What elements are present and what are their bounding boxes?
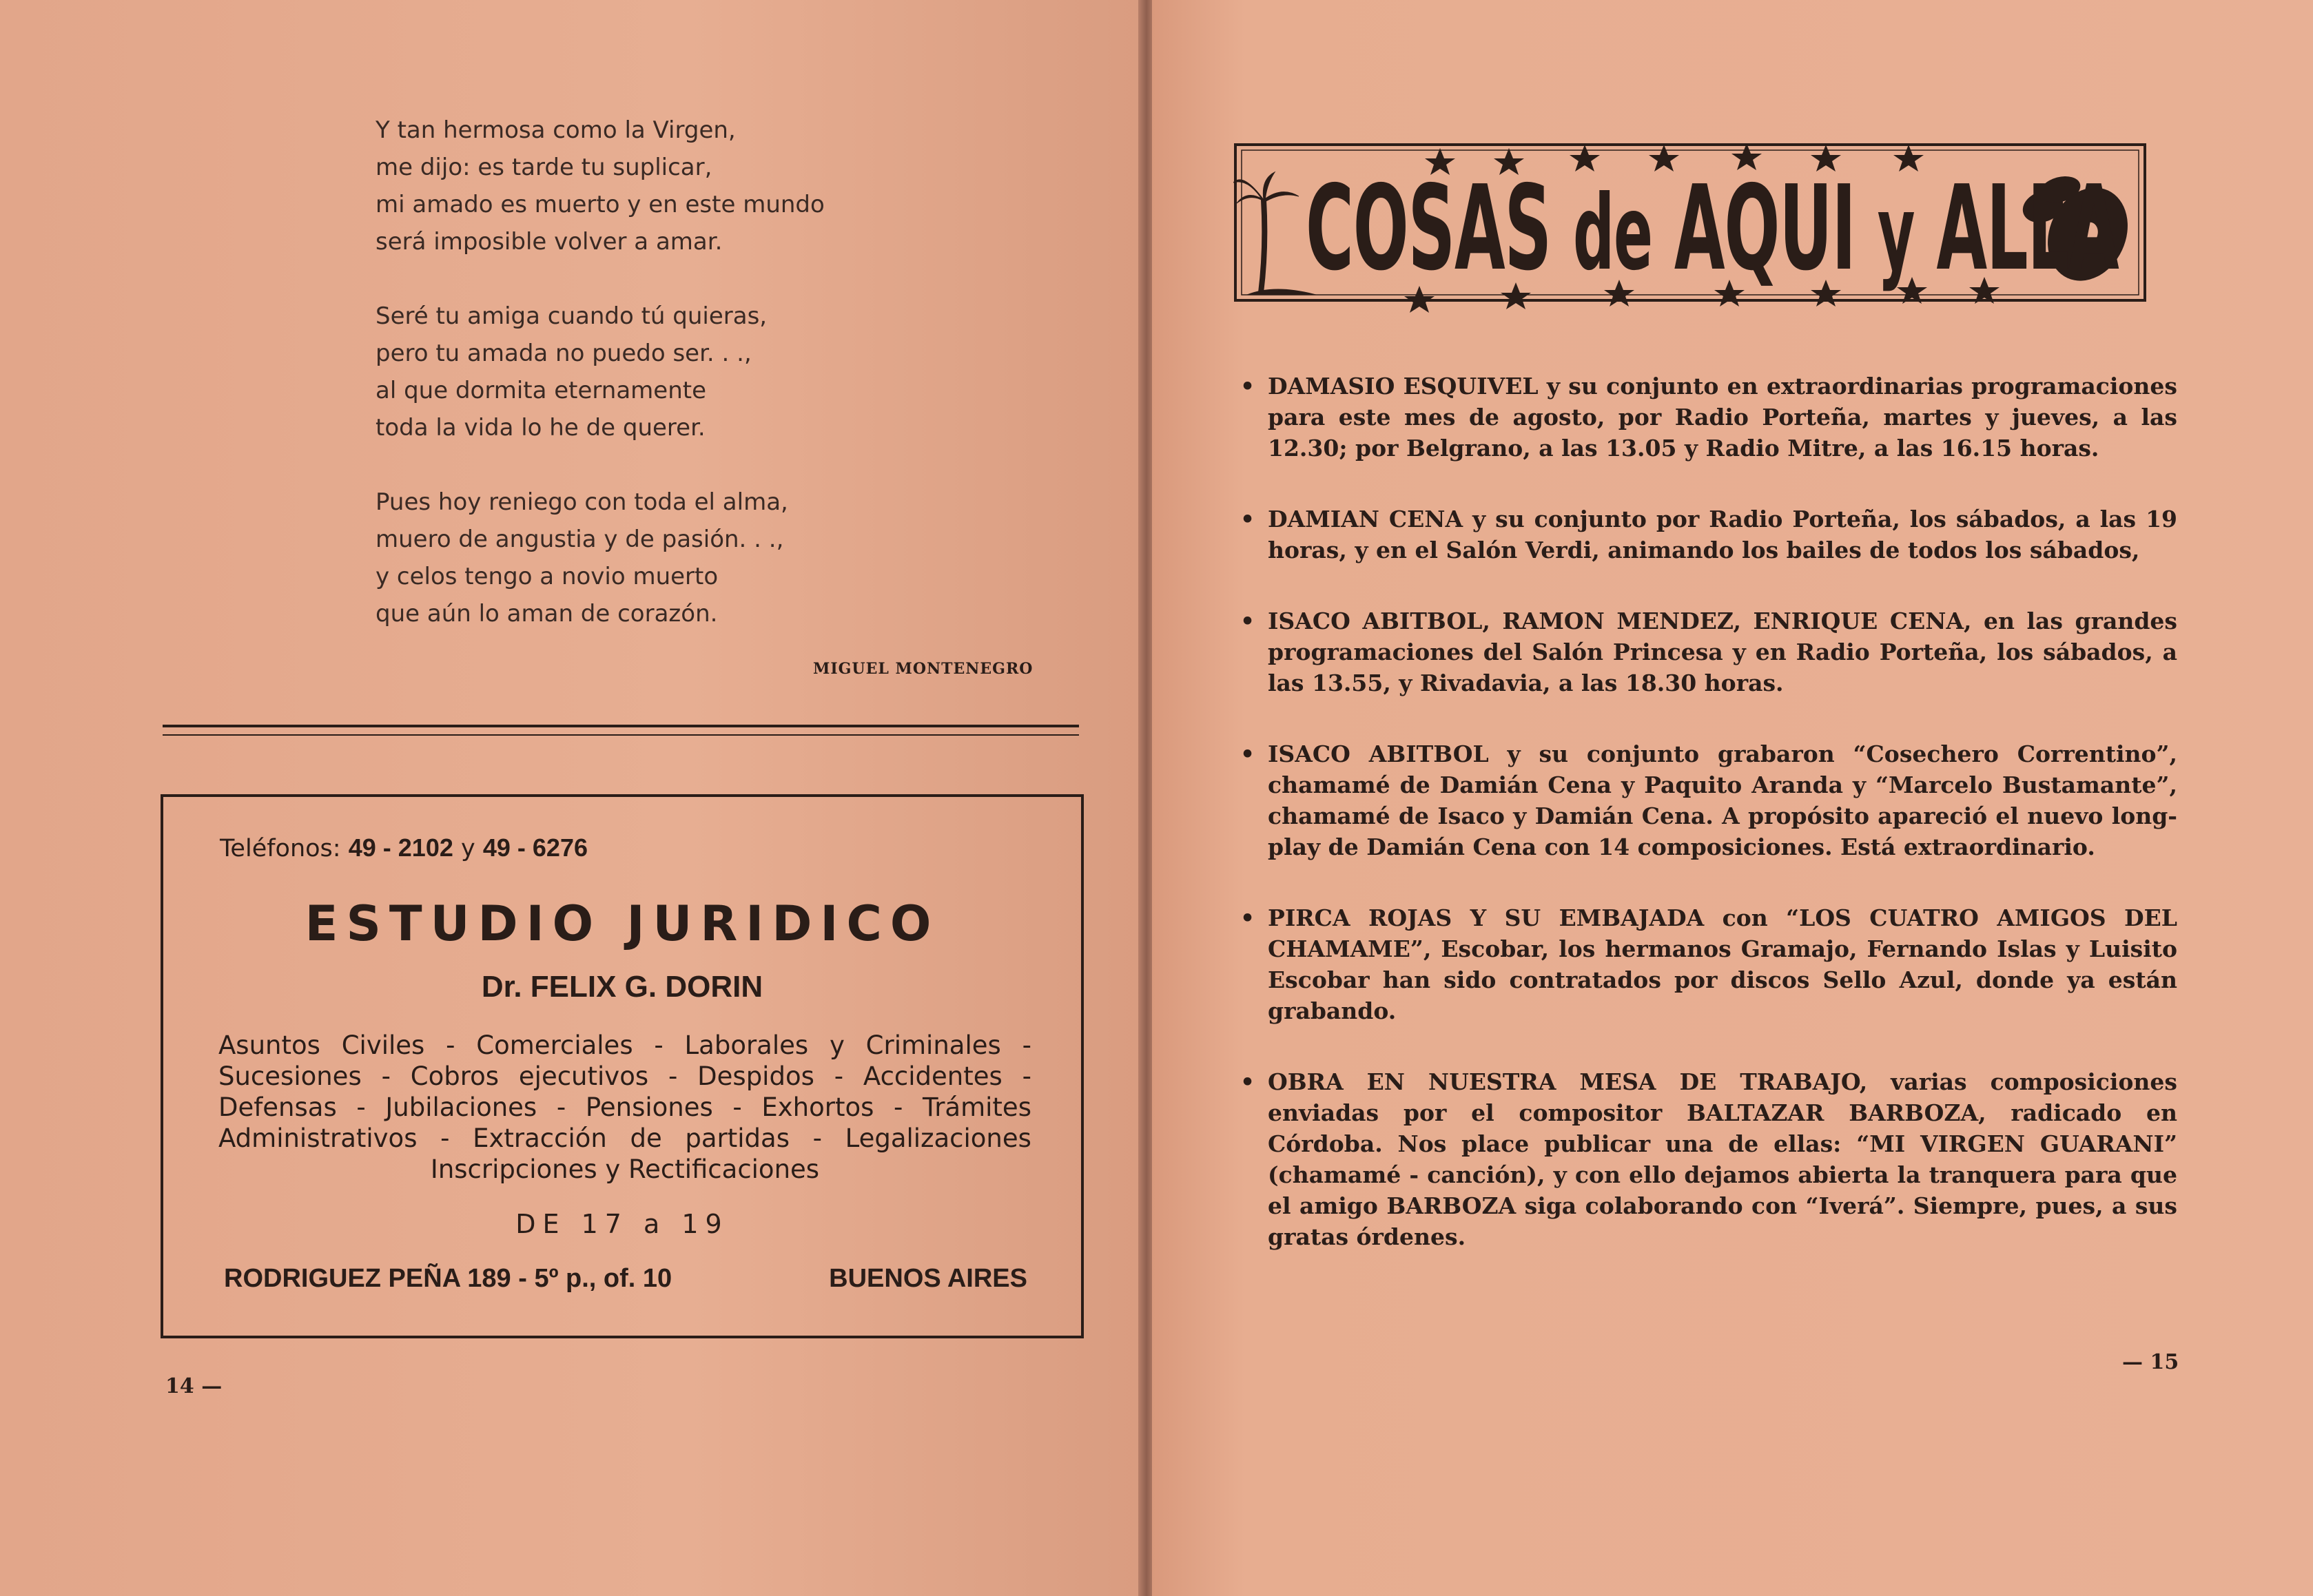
news-item xyxy=(1240,605,2177,698)
services-line xyxy=(218,1092,1031,1123)
palm-tree-icon xyxy=(1233,172,1316,295)
poem-line: pero tu amada no puedo ser. . ., xyxy=(376,340,752,367)
ad-hours: DE 17 a 19 xyxy=(515,1209,729,1239)
news-item xyxy=(1240,371,2177,464)
service-word: - xyxy=(1022,1061,1031,1091)
news-item xyxy=(1240,1066,2177,1252)
service-word: de xyxy=(630,1123,662,1153)
service-word: Exhortos xyxy=(761,1092,874,1122)
news-text: ISACO ABITBOL, RAMON MENDEZ, ENRIQUE CENA, en las grandes programaciones del Salón Princesa y en Radio Porteña, los sábados, a las 13.55, y Rivadavia, a las 18.30 horas. xyxy=(1268,608,2177,696)
poem-line: Pues hoy reniego con toda el alma, xyxy=(376,488,788,516)
news-text: ISACO ABITBOL y su conjunto grabaron “Cosechero Correntino”, chamamé de Damián Cena y Paquito Aranda y “Marcelo Bustamante”, chamamé de Isaco y Damián Cena. A propósito apareció el nuevo long-play de Damián Cena con 14 composiciones. Está extraordinario. xyxy=(1268,740,2177,860)
service-word: ejecutivos xyxy=(518,1061,649,1091)
section-banner xyxy=(1233,124,2150,325)
service-word: Accidentes xyxy=(863,1061,1003,1091)
poem xyxy=(376,112,996,670)
service-word: Despidos xyxy=(697,1061,814,1091)
news-list xyxy=(1240,371,2177,1292)
news-item xyxy=(1240,504,2177,566)
phone-number: 49 - 6276 xyxy=(482,833,588,862)
bullet-icon: • xyxy=(1240,506,1255,532)
phones-label: Teléfonos: xyxy=(220,835,341,862)
service-word: - xyxy=(834,1061,844,1091)
banner-title xyxy=(1306,160,2119,298)
services-line xyxy=(218,1123,1031,1154)
divider-rule xyxy=(163,734,1079,736)
poem-author: MIGUEL MONTENEGRO xyxy=(813,660,1034,678)
services-line xyxy=(218,1061,1031,1092)
phone-number: 49 - 2102 xyxy=(348,833,453,862)
service-word: - xyxy=(732,1092,742,1122)
banner-title-word: ALLA xyxy=(1914,160,2119,297)
poem-line: muero de angustia y de pasión. . ., xyxy=(376,526,784,553)
news-item xyxy=(1240,902,2177,1026)
poem-line: al que dormita eternamente xyxy=(376,377,707,404)
poem-line: toda la vida lo he de querer. xyxy=(376,414,706,442)
banner-title-word: de xyxy=(1573,174,1652,293)
page-number-right: — 15 xyxy=(2122,1350,2179,1374)
left-page xyxy=(0,0,1144,1596)
service-word: Civiles xyxy=(341,1030,425,1060)
ad-phones xyxy=(220,833,588,862)
poem-line: será imposible volver a amar. xyxy=(376,228,723,256)
ad-city: BUENOS AIRES xyxy=(829,1264,1027,1293)
service-word: Laborales xyxy=(684,1030,809,1060)
news-item xyxy=(1240,738,2177,862)
service-word: Administrativos xyxy=(218,1123,418,1153)
service-word: partidas xyxy=(685,1123,790,1153)
service-word: - xyxy=(381,1061,391,1091)
poem-stanza xyxy=(376,112,996,260)
ad-services xyxy=(218,1030,1031,1185)
service-word: - xyxy=(440,1123,450,1153)
law-office-ad xyxy=(161,794,1084,1338)
divider-rule xyxy=(163,725,1079,727)
poem-line: mi amado es muerto y en este mundo xyxy=(376,191,825,218)
services-line xyxy=(218,1030,1031,1061)
poem-stanza xyxy=(376,298,996,446)
service-word: Defensas xyxy=(218,1092,337,1122)
service-word: - xyxy=(894,1092,903,1122)
phones-separator: y xyxy=(461,835,475,862)
service-word: Inscripciones y Rectificaciones xyxy=(430,1154,820,1184)
service-word: Jubilaciones xyxy=(385,1092,537,1122)
bullet-icon: • xyxy=(1240,608,1255,634)
banner-title-word: COSAS xyxy=(1306,160,1574,297)
news-text: DAMIAN CENA y su conjunto por Radio Porteña, los sábados, a las 19 horas, y en el Salón Verdi, animando los bailes de todos los sábados, xyxy=(1268,506,2177,563)
service-word: Cobros xyxy=(410,1061,500,1091)
service-word: - xyxy=(446,1030,455,1060)
poem-line: me dijo: es tarde tu suplicar, xyxy=(376,154,712,181)
service-word: - xyxy=(812,1123,822,1153)
bullet-icon: • xyxy=(1240,1068,1255,1095)
news-text: OBRA EN NUESTRA MESA DE TRABAJO, varias composiciones enviadas por el compositor BALTAZAR BARBOZA, radicado en Córdoba. Nos place publicar una de ellas: “MI VIRGEN GUARANI” (chamamé - canción), y con ello dejamos abierta la tranquera para que el amigo BARBOZA siga colaborando con “Iverá”. Siempre, pues, a sus gratas órdenes. xyxy=(1268,1068,2177,1250)
service-word: - xyxy=(356,1092,366,1122)
poem-line: que aún lo aman de corazón. xyxy=(376,600,718,628)
poem-line: Seré tu amiga cuando tú quieras, xyxy=(376,302,768,330)
service-word: Asuntos xyxy=(218,1030,320,1060)
service-word: Criminales xyxy=(865,1030,1001,1060)
bullet-icon: • xyxy=(1240,740,1255,767)
poem-line: y celos tengo a novio muerto xyxy=(376,563,719,590)
news-text: DAMASIO ESQUIVEL y su conjunto en extraordinarias programaciones para este mes de agosto, por Radio Porteña, martes y jueves, a las 12.30; por Belgrano, a las 13.05 y Radio Mitre, a las 16.15 horas. xyxy=(1268,373,2177,462)
news-text: PIRCA ROJAS Y SU EMBAJADA con “LOS CUATRO AMIGOS DEL CHAMAME”, Escobar, los hermanos Gramajo, Fernando Islas y Luisito Escobar han sido contratados por discos Sello Azul, donde ya están grabando. xyxy=(1268,904,2177,1024)
bullet-icon: • xyxy=(1240,373,1255,400)
ad-address: RODRIGUEZ PEÑA 189 - 5º p., of. 10 xyxy=(224,1264,672,1293)
service-word: - xyxy=(654,1030,664,1060)
banner-title-word: y xyxy=(1877,174,1915,293)
service-word: Comerciales xyxy=(476,1030,633,1060)
page-number-left: 14 — xyxy=(165,1374,223,1398)
service-word: - xyxy=(556,1092,566,1122)
service-word: y xyxy=(829,1030,845,1060)
service-word: Pensiones xyxy=(585,1092,713,1122)
services-line xyxy=(218,1154,1031,1185)
service-word: - xyxy=(1022,1030,1031,1060)
ad-doctor-name: Dr. FELIX G. DORIN xyxy=(481,970,763,1004)
ad-title: ESTUDIO JURIDICO xyxy=(305,895,940,952)
service-word: Trámites xyxy=(923,1092,1031,1122)
bullet-icon: • xyxy=(1240,904,1255,931)
service-word: Legalizaciones xyxy=(845,1123,1031,1153)
banner-title-word: AQUI xyxy=(1652,160,1878,297)
service-word: Extracción xyxy=(473,1123,607,1153)
service-word: - xyxy=(668,1061,678,1091)
poem-line: Y tan hermosa como la Virgen, xyxy=(376,116,736,144)
poem-stanza xyxy=(376,484,996,632)
service-word: Sucesiones xyxy=(218,1061,362,1091)
